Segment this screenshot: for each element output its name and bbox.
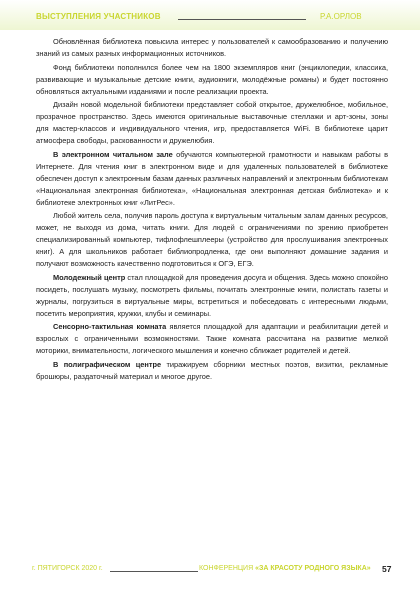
paragraph-text: стал площадкой для проведения досуга и общения. Здесь можно спокойно посидеть, послушать музыку, посмотреть фильмы, почитать электронные книги, полистать газеты и журналы, погрузиться в виртуальные миры, встретиться и побеседовать с интересными людьми, посетить мероприятия, кружки, клубы и семинары. <box>36 272 388 318</box>
article-body <box>36 36 388 384</box>
footer-conference <box>199 565 371 572</box>
paragraph-text: тиражируем сборники местных поэтов, визитки, рекламные брошюры, раздаточный материал и многое другое. <box>36 359 388 381</box>
paragraph <box>36 272 388 320</box>
paragraph-text: Дизайн новой модельной библиотеки представляет собой открытое, дружелюбное, мобильное, прозрачное пространство. Здесь имеются оригинальные выставочные стеллажи и арт-зоны, зоны для мастер-классов и индивидуального чтения, игр, предоставляется WiFi. В библиотеке царит атмосфера свободы, раскованности и дружелюбия. <box>36 100 388 145</box>
footer-location: г. ПЯТИГОРСК 2020 г. <box>32 565 103 572</box>
paragraph <box>36 210 388 270</box>
page-number: 57 <box>382 564 392 574</box>
paragraph-text: Обновлённая библиотека повысила интерес у пользователей к самообразованию и получению знаний из самых разных информационных источников. <box>36 37 388 58</box>
paragraph <box>36 149 388 209</box>
conference-prefix: КОНФЕРЕНЦИЯ <box>199 565 256 572</box>
conference-title: «ЗА КРАСОТУ РОДНОГО ЯЗЫКА» <box>255 565 371 572</box>
paragraph <box>36 36 388 60</box>
author-name: Р.А.ОРЛОВ <box>320 12 362 21</box>
paragraph-text: обучаются компьютерной грамотности и навыкам работы в Интернете. Для чтения книг в электронном виде и для удаленных пользователей в библиотеке обеспечен доступ к электронным базам данных различных направлений и электронным библиотекам «Национальная электронная библиотека», «Национальная электронная детская библиотека» и к библиотеке электронных книг «ЛитРес». <box>36 149 389 207</box>
paragraph <box>36 321 388 357</box>
footer-rule <box>110 571 198 572</box>
paragraph-text: Любой житель села, получив пароль доступа к виртуальным читальным залам данных ресурсов, может, не выходя из дома, читать книги. Для людей с ограничениями по зрению приобретен специализированный компьютер, тифлофлешплееры (устройство для прослушивания электронных книг). А для школьников работает библиопродленка, где они выполняют домашние задания и получают возможность качественно подготовиться к ОГЭ, ЕГЭ. <box>36 211 388 268</box>
paragraph-lead: В полиграфическом центре <box>53 359 162 369</box>
paragraph-lead: Сенсорно-тактильная комната <box>53 322 167 331</box>
paragraph-text: Фонд библиотеки пополнился более чем на 1800 экземпляров книг (энциклопедии, классика, развивающие и музыкальные детские книги, аудиокниги, молодёжные романы) и будет постоянно обновляться актуальными изданиями и после реализации проекта. <box>36 62 388 96</box>
paragraph <box>36 62 388 98</box>
page-header <box>0 0 420 30</box>
page-footer <box>0 562 420 578</box>
paragraph-lead: В электронном читальном зале <box>53 149 173 159</box>
header-rule <box>178 19 306 20</box>
paragraph <box>36 359 388 383</box>
paragraph-lead: Молодежный центр <box>53 272 126 282</box>
paragraph-text: является площадкой для адаптации и реабилитации детей и взрослых с ограниченными возможностями. Также комната рассчитана на развитие мелкой моторики, внимательности, логического мышления и конечно сближает родителей и детей. <box>36 322 388 355</box>
paragraph <box>36 99 388 147</box>
section-title: ВЫСТУПЛЕНИЯ УЧАСТНИКОВ <box>36 12 161 21</box>
